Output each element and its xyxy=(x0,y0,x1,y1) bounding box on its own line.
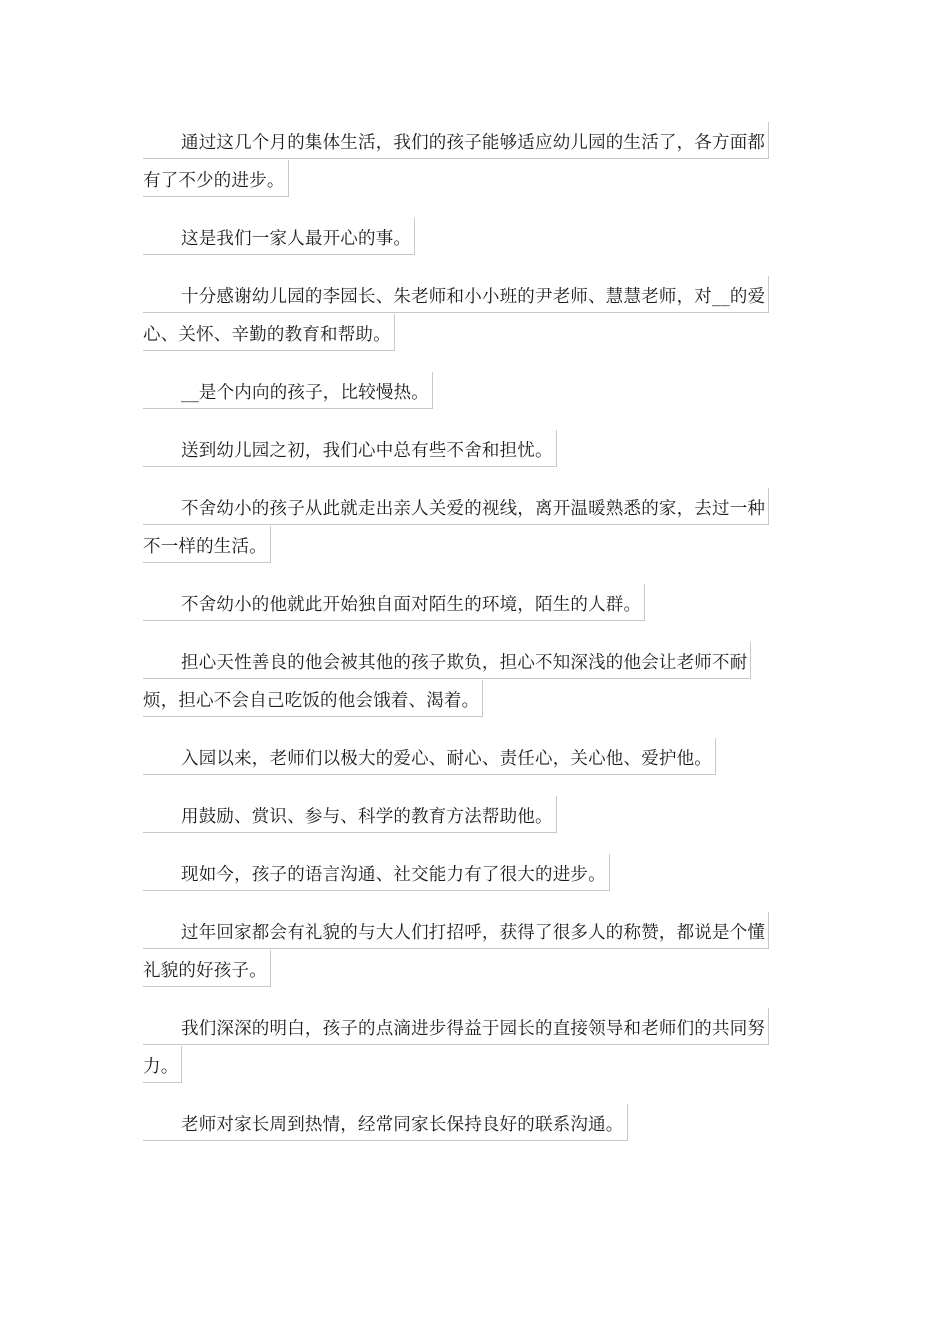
paragraph xyxy=(143,430,808,468)
line-text: 礼貌的好孩子。 xyxy=(143,950,271,987)
text-line xyxy=(143,218,808,256)
paragraph xyxy=(143,796,808,834)
line-text: 送到幼儿园之初，我们心中总有些不舍和担忧。 xyxy=(143,430,557,467)
paragraph xyxy=(143,372,808,410)
line-text: 通过这几个月的集体生活，我们的孩子能够适应幼儿园的生活了，各方面都 xyxy=(143,122,769,159)
line-text: 十分感谢幼儿园的李园长、朱老师和小小班的尹老师、慧慧老师，对__的爱 xyxy=(143,276,769,313)
paragraph xyxy=(143,488,808,564)
paragraph xyxy=(143,276,808,352)
line-text: __是个内向的孩子，比较慢热。 xyxy=(143,372,433,409)
line-text: 这是我们一家人最开心的事。 xyxy=(143,218,415,255)
line-text: 担心天性善良的他会被其他的孩子欺负，担心不知深浅的他会让老师不耐 xyxy=(143,642,751,679)
text-line xyxy=(143,1046,808,1084)
text-line xyxy=(143,584,808,622)
paragraph xyxy=(143,122,808,198)
text-line xyxy=(143,950,808,988)
line-text: 力。 xyxy=(143,1046,182,1083)
text-line xyxy=(143,314,808,352)
line-text: 我们深深的明白，孩子的点滴进步得益于园长的直接领导和老师们的共同努 xyxy=(143,1008,769,1045)
text-line xyxy=(143,642,808,680)
paragraph xyxy=(143,218,808,256)
line-text: 过年回家都会有礼貌的与大人们打招呼，获得了很多人的称赞，都说是个懂 xyxy=(143,912,769,949)
text-line xyxy=(143,1008,808,1046)
text-line xyxy=(143,160,808,198)
line-text: 用鼓励、赏识、参与、科学的教育方法帮助他。 xyxy=(143,796,557,833)
paragraph xyxy=(143,1008,808,1084)
line-text: 入园以来，老师们以极大的爱心、耐心、责任心，关心他、爱护他。 xyxy=(143,738,716,775)
text-line xyxy=(143,488,808,526)
paragraph xyxy=(143,854,808,892)
text-line xyxy=(143,912,808,950)
line-text: 有了不少的进步。 xyxy=(143,160,289,197)
text-line xyxy=(143,738,808,776)
paragraph xyxy=(143,584,808,622)
paragraph xyxy=(143,1104,808,1142)
text-line xyxy=(143,372,808,410)
paragraph xyxy=(143,738,808,776)
text-line xyxy=(143,1104,808,1142)
paragraph xyxy=(143,642,808,718)
line-text: 不一样的生活。 xyxy=(143,526,271,563)
text-line xyxy=(143,854,808,892)
text-line xyxy=(143,796,808,834)
line-text: 现如今，孩子的语言沟通、社交能力有了很大的进步。 xyxy=(143,854,610,891)
text-line xyxy=(143,680,808,718)
line-text: 心、关怀、辛勤的教育和帮助。 xyxy=(143,314,395,351)
text-line xyxy=(143,430,808,468)
line-text: 不舍幼小的他就此开始独自面对陌生的环境，陌生的人群。 xyxy=(143,584,645,621)
text-line xyxy=(143,276,808,314)
paragraph xyxy=(143,912,808,988)
line-text: 不舍幼小的孩子从此就走出亲人关爱的视线，离开温暖熟悉的家，去过一种 xyxy=(143,488,769,525)
line-text: 烦，担心不会自己吃饭的他会饿着、渴着。 xyxy=(143,680,483,717)
text-line xyxy=(143,122,808,160)
text-line xyxy=(143,526,808,564)
line-text: 老师对家长周到热情，经常同家长保持良好的联系沟通。 xyxy=(143,1104,628,1141)
